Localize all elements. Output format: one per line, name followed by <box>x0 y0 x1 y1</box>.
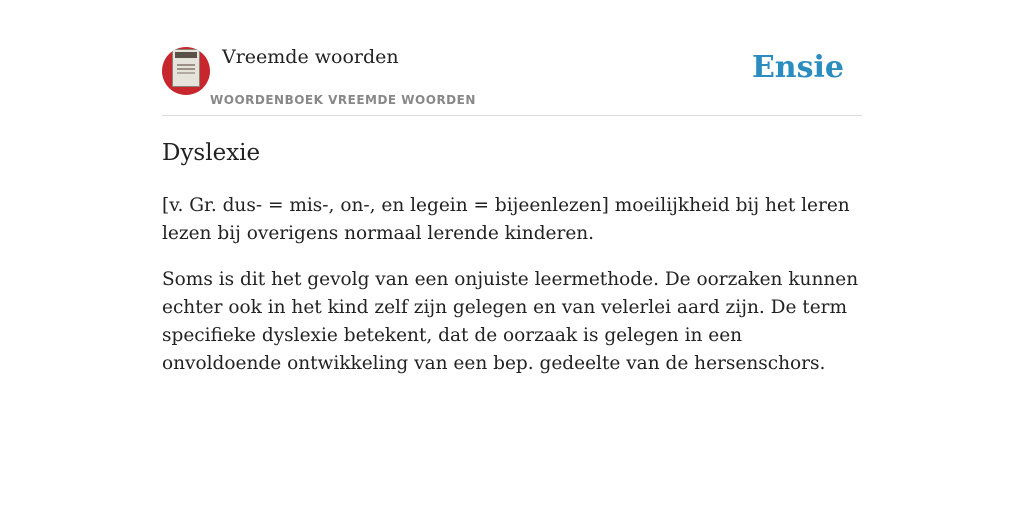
book-cover-icon[interactable] <box>162 47 210 95</box>
book-cover-title-block <box>175 52 197 58</box>
entry-title: Dyslexie <box>162 140 261 166</box>
book-cover-lines <box>177 64 195 66</box>
book-title-link[interactable]: Vreemde woorden <box>222 46 399 68</box>
entry-paragraph: Soms is dit het gevolg van een onjuiste leermethode. De oorzaken kunnen echter ook in het kind zelf zijn gelegen en van velerlei aard zijn. De term specifieke dyslexie betekent, dat de oorzaak is gelegen in een onvoldoende ontwikkeling van een bep. gedeelte van de hersenschors. <box>162 269 859 374</box>
book-cover-image <box>172 49 200 87</box>
header <box>162 0 862 116</box>
page <box>162 0 862 374</box>
brand-logo[interactable]: Ensie <box>751 50 844 85</box>
book-subtitle: WOORDENBOEK VREEMDE WOORDEN <box>210 93 476 107</box>
entry-paragraph: [v. Gr. dus- = mis-, on-, en legein = bijeenlezen] moeilijkheid bij het leren lezen bij overigens normaal lerende kinderen. <box>162 195 850 244</box>
entry-content <box>162 192 862 396</box>
